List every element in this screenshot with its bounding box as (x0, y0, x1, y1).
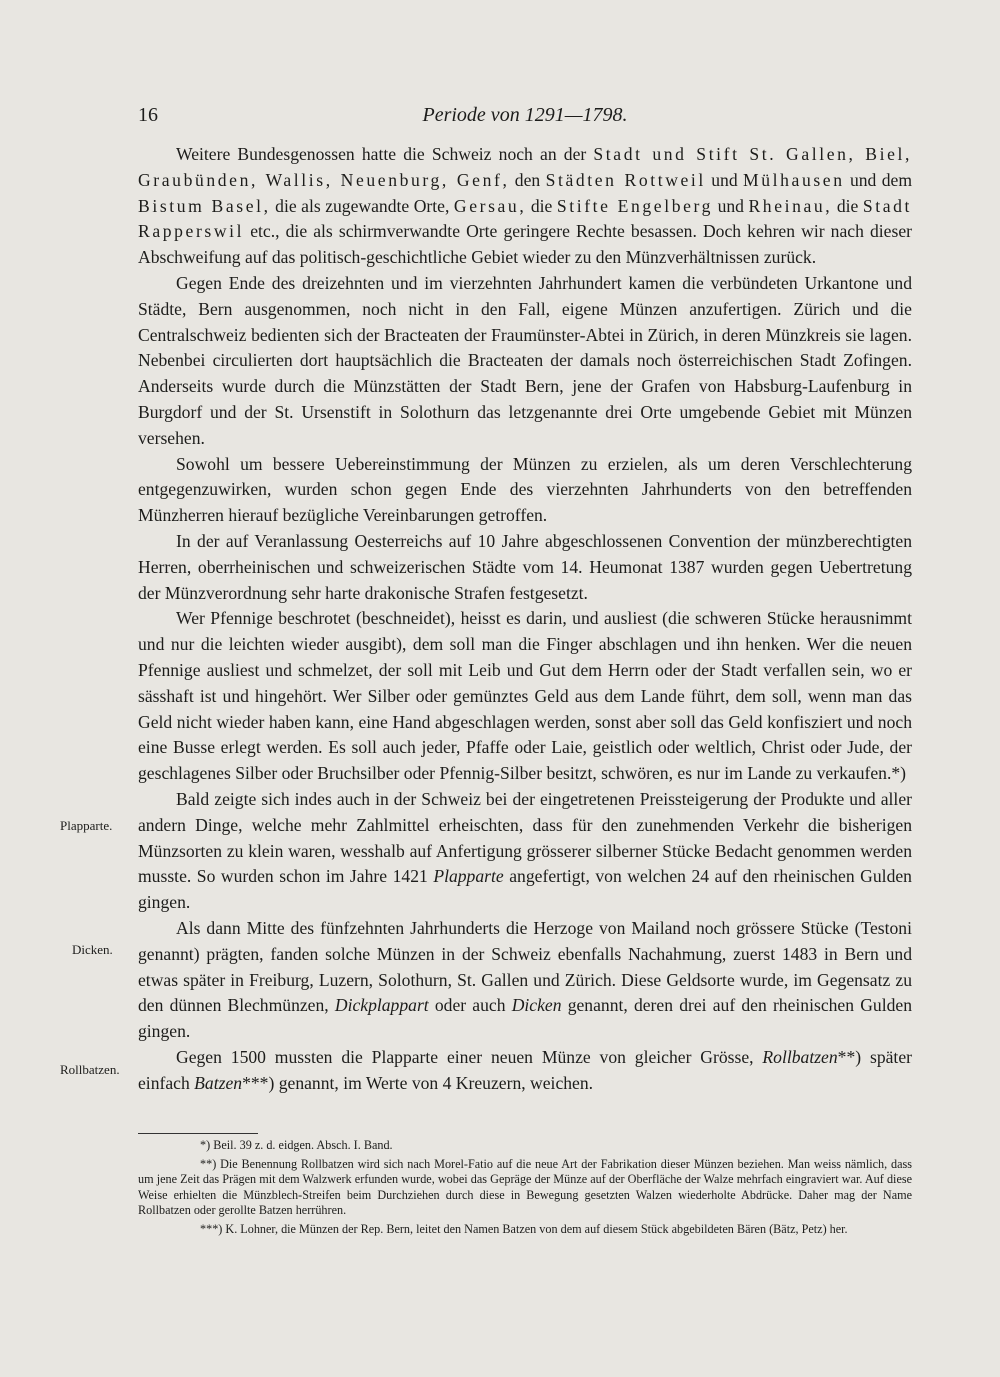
margin-note-plapparte: Plapparte. (60, 818, 113, 833)
p8-text-c: **) später einfach (138, 1046, 912, 1093)
footnotes (138, 1138, 912, 1241)
p1-spaced-rheinau: Rheinau, (748, 195, 833, 216)
page-header (138, 104, 912, 134)
footnote-2: **) Die Benennung Rollbatzen wird sich nach Morel-Fatio auf die neue Art der Fabrikation dieser Münzen beziehen. Man weiss nämlich, dass um jene Zeit das Prägen mit dem Walzwerk erfunden wurde, wobei das Gepräge der Münze auf der Oberfläche der Walze mehrfach eingraviert war. Auf diese Weise erhielten die Münzblech-Streifen beim Durchziehen durch diese in Bewegung gesetzten Walzen wiederholte Abdrücke. Daher mag der Name Rollbatzen oder gerollte Batzen herrühren. (138, 1156, 912, 1218)
margin-note-rollbatzen: Rollbatzen. (60, 1062, 120, 1077)
p1-text-c: den (509, 169, 546, 190)
running-title: Periode von 1291—1798. (422, 104, 628, 126)
footnote-separator (138, 1133, 258, 1134)
p7-text-c: oder auch (428, 995, 512, 1016)
paragraph-1 (138, 142, 912, 271)
paragraph-3: Sowohl um bessere Uebereinstimmung der Münzen zu erzielen, als um deren Verschlechterung entgegenzuwirken, wurden schon gegen Ende des vierzehnten Jahrhunderts von den betreffenden Münzherren hierauf bezügliche Vereinbarungen getroffen. (138, 453, 912, 526)
p1-spaced-rottweil: Städten Rottweil (545, 169, 706, 190)
paragraph-7 (138, 916, 912, 1045)
p1-spaced-basel: Bistum Basel, (138, 195, 271, 216)
p1-text-q: etc., die als schirmverwandte Orte geringere Rechte besassen. Doch kehren wir nach dieser Abschweifung auf das politisch-geschichtliche Gebiet wieder zu den Münzverhältnissen zurück. (138, 221, 912, 268)
p1-spaced-places: Stadt und Stift St. Gallen, Biel, Graubünden, Wallis, Neuenburg, Genf, (138, 144, 912, 190)
paragraph-8 (138, 1045, 912, 1097)
p1-spaced-rapperswil: Stadt Rapperswil (138, 195, 912, 242)
p1-spaced-muelhausen: Mülhausen (743, 169, 845, 190)
p6-italic-plapparte: Plapparte (433, 866, 504, 887)
footnote-3: ***) K. Lohner, die Münzen der Rep. Bern, leitet den Namen Batzen von dem auf diesem Stück abgebildeten Bären (Bätz, Petz) her. (200, 1221, 848, 1236)
p1-text-k: die (526, 195, 557, 216)
paragraph-4: In der auf Veranlassung Oesterreichs auf 10 Jahre abgeschlossenen Convention der münzberechtigten Herren, oberrheinischen und schweizerischen Städte vom 14. Heumonat 1387 wurden gegen Uebertretung der Münzverordnung sehr harte drakonische Strafen festgesetzt. (138, 530, 912, 603)
p7-italic-dickplappart: Dickplappart (334, 995, 429, 1016)
p1-spaced-engelberg: Stifte Engelberg (556, 195, 714, 216)
paragraph-5: Wer Pfennige beschrotet (beschneidet), heisst es darin, und ausliest (die schweren Stücke herausnimmt und nur die leichten wieder ausgibt), dem soll man die Finger abschlagen und ihn henken. Wer die neuen Pfennige ausliest und schmelzet, der soll mit Leib und Gut dem Herrn oder der Stadt verfallen sein, wo er sässhaft ist und hingehört. Wer Silber oder gemünztes Geld aus dem Lande führt, dem soll, wenn man das Geld nicht wieder haben kann, eine Hand abgeschlagen werden, sonst aber soll das Geld konfisziert und noch eine Busse erlegt werden. Es soll auch jeder, Pfaffe oder Laie, geistlich oder weltlich, Christ oder Jude, der geschlagenes Silber oder Bruchsilber oder Pfennig-Silber besitzt, schwören, es nur im Lande zu verkaufen.*) (138, 608, 912, 784)
p7-italic-dicken: Dicken (511, 995, 562, 1016)
main-text (138, 142, 912, 1096)
p8-text-e: ***) genannt, im Werte von 4 Kreuzern, weichen. (242, 1072, 594, 1093)
margin-note-dicken: Dicken. (72, 942, 113, 957)
p7-text-e: genannt, deren drei auf den rheinischen Gulden gingen. (138, 995, 913, 1042)
p1-text-i: die als zugewandte Orte, (270, 195, 454, 216)
p1-spaced-gersau: Gersau, (453, 195, 527, 216)
p8-italic-rollbatzen: Rollbatzen (762, 1046, 838, 1067)
page-number: 16 (138, 104, 158, 126)
paragraph-2: Gegen Ende des dreizehnten und im vierzehnten Jahrhundert kamen die verbündeten Urkantone und Städte, Bern ausgenommen, noch nicht in den Fall, eigene Münzen anzufertigen. Zürich und die Centralschweiz bedienten sich der Bracteaten der Fraumünster-Abtei in Zürich, in deren Münzkreis sie lagen. Nebenbei circulierten dort hauptsächlich die Bracteaten der damals noch österreichischen Stadt Zofingen. Anderseits wurde durch die Münzstätten der Stadt Bern, jene der Grafen von Habsburg-Laufenburg in Burgdorf und der St. Ursenstift in Solothurn das letzgenannte drei Orte umgebende Gebiet mit Münzen versehen. (138, 272, 912, 448)
paragraph-6 (138, 787, 912, 916)
p1-text-e: und (705, 169, 744, 190)
p8-italic-batzen: Batzen (194, 1072, 243, 1093)
p8-text-a: Gegen 1500 mussten die Plapparte einer neuen Münze von gleicher Grösse, (176, 1046, 763, 1067)
p6-text-a: Bald zeigte sich indes auch in der Schweiz bei der eingetretenen Preissteigerung der Produkte und aller andern Dinge, welche mehr Zahlmittel erheischten, dass für den zunehmenden Verkehr die bisherigen Münzsorten zu klein waren, wesshalb auf Anfertigung grösserer silberner Stücke Bedacht genommen werden musste. So wurden schon im Jahre 1421 (138, 788, 912, 887)
p1-text-o: die (832, 195, 863, 216)
p1-text-m: und (713, 195, 749, 216)
p1-text-a: Weitere Bundesgenossen hatte die Schweiz noch an der (176, 144, 594, 164)
footnote-1: *) Beil. 39 z. d. eidgen. Absch. I. Band. (200, 1138, 393, 1152)
p6-text-c: angefertigt, von welchen 24 auf den rheinischen Gulden gingen. (138, 866, 912, 913)
p7-text-a: Als dann Mitte des fünfzehnten Jahrhunderts die Herzoge von Mailand noch grössere Stücke (Testoni genannt) prägten, fanden solche Münzen in der Schweiz ebenfalls Nachahmung, zuerst 1483 in Bern und etwas später in Freiburg, Luzern, Solothurn, St. Gallen und Zürich. Diese Geldsorte wurde, im Gegensatz zu den dünnen Blechmünzen, (138, 917, 912, 1016)
p1-text-g: und dem (844, 169, 913, 190)
